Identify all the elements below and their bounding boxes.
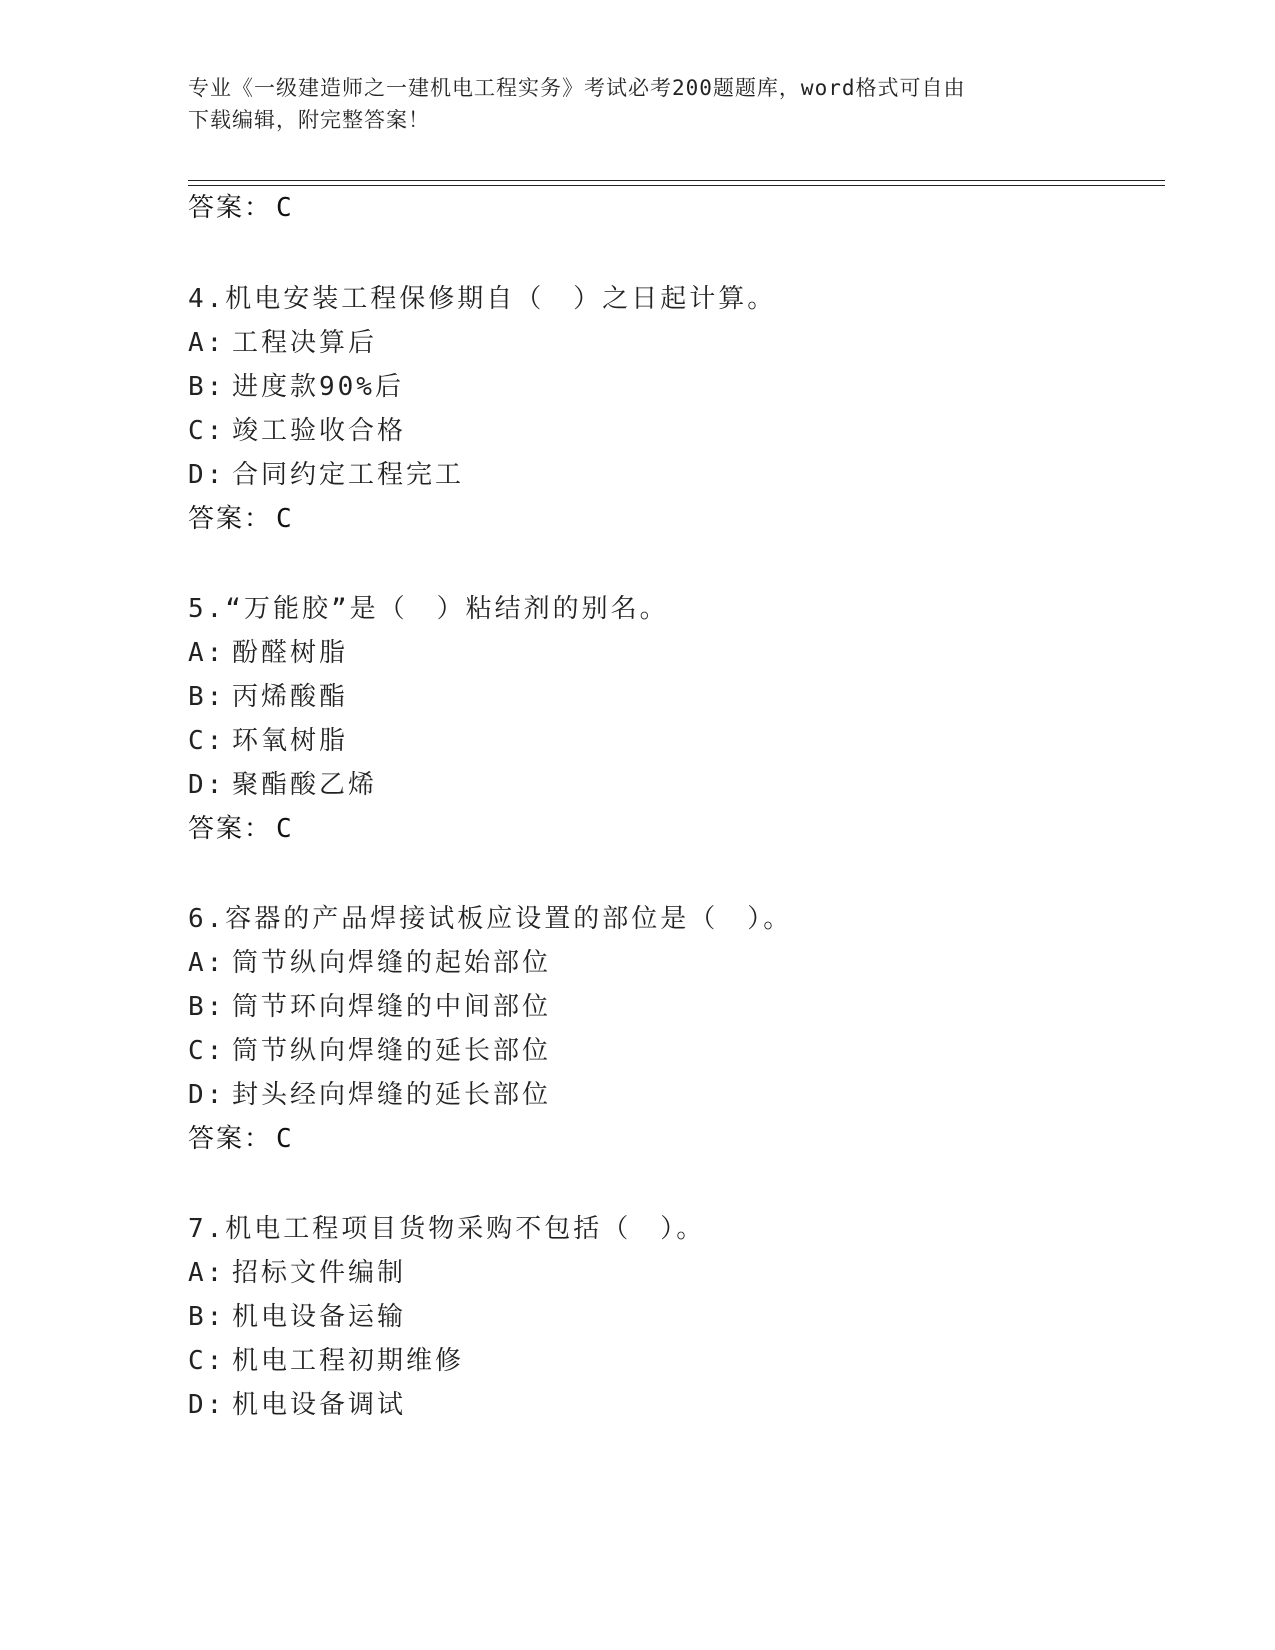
answer-value: C [276, 504, 294, 534]
option-key: D: [188, 1390, 226, 1420]
option-c [188, 1034, 551, 1068]
header-divider-top [188, 180, 1165, 181]
option-text: 机电设备调试 [232, 1390, 407, 1420]
option-text: 丙烯酸酯 [232, 682, 349, 712]
option-text: 环氧树脂 [232, 726, 349, 756]
option-key: C: [188, 416, 226, 446]
answer-label: 答案： [188, 504, 273, 534]
option-text: 封头经向焊缝的延长部位 [232, 1080, 552, 1110]
option-text: 竣工验收合格 [232, 416, 407, 446]
option-text: 机电设备运输 [232, 1302, 407, 1332]
option-b [188, 1300, 406, 1334]
option-text: 筒节纵向焊缝的起始部位 [232, 948, 552, 978]
option-text: 聚酯酸乙烯 [232, 770, 378, 800]
option-text: 招标文件编制 [232, 1258, 407, 1288]
answer-label: 答案： [188, 1124, 273, 1154]
question-stem: 5.“万能胶”是（ ）粘结剂的别名。 [188, 594, 669, 624]
option-a [188, 326, 377, 360]
option-key: C: [188, 1346, 226, 1376]
answer-line [188, 502, 294, 536]
option-key: C: [188, 1036, 226, 1066]
option-d [188, 768, 377, 802]
option-text: 机电工程初期维修 [232, 1346, 465, 1376]
option-text: 合同约定工程完工 [232, 460, 465, 490]
option-key: D: [188, 1080, 226, 1110]
option-key: B: [188, 992, 226, 1022]
option-key: C: [188, 726, 226, 756]
option-a [188, 636, 348, 670]
answer-value: C [276, 193, 294, 223]
question-stem: 4.机电安装工程保修期自（ ）之日起计算。 [188, 284, 777, 314]
answer-line-prev [188, 191, 294, 225]
question-stem: 7.机电工程项目货物采购不包括（ ）。 [188, 1214, 706, 1244]
option-text: 酚醛树脂 [232, 638, 349, 668]
header-line-2: 下载编辑，附完整答案！ [188, 108, 430, 132]
option-c [188, 1344, 464, 1378]
option-text: 工程决算后 [232, 328, 378, 358]
option-key: D: [188, 770, 226, 800]
option-d [188, 1388, 406, 1422]
option-b [188, 680, 348, 714]
option-key: A: [188, 948, 226, 978]
question-stem: 6.容器的产品焊接试板应设置的部位是（ ）。 [188, 904, 793, 934]
option-d [188, 458, 464, 492]
answer-value: C [276, 814, 294, 844]
answer-line [188, 1122, 294, 1156]
document-header [188, 72, 1088, 136]
option-c [188, 414, 406, 448]
header-line-1: 专业《一级建造师之一建机电工程实务》考试必考200题题库，word格式可自由 [188, 76, 966, 100]
option-a [188, 946, 551, 980]
header-divider-bottom [188, 185, 1165, 186]
answer-label: 答案： [188, 193, 273, 223]
option-key: A: [188, 328, 226, 358]
option-key: B: [188, 1302, 226, 1332]
option-key: A: [188, 1258, 226, 1288]
option-b [188, 370, 404, 404]
option-text: 筒节纵向焊缝的延长部位 [232, 1036, 552, 1066]
option-key: B: [188, 372, 226, 402]
option-key: D: [188, 460, 226, 490]
option-d [188, 1078, 551, 1112]
option-a [188, 1256, 406, 1290]
answer-label: 答案： [188, 814, 273, 844]
option-b [188, 990, 551, 1024]
answer-value: C [276, 1124, 294, 1154]
option-key: B: [188, 682, 226, 712]
option-text: 进度款90%后 [232, 372, 404, 402]
option-c [188, 724, 348, 758]
answer-line [188, 812, 294, 846]
option-key: A: [188, 638, 226, 668]
option-text: 筒节环向焊缝的中间部位 [232, 992, 552, 1022]
